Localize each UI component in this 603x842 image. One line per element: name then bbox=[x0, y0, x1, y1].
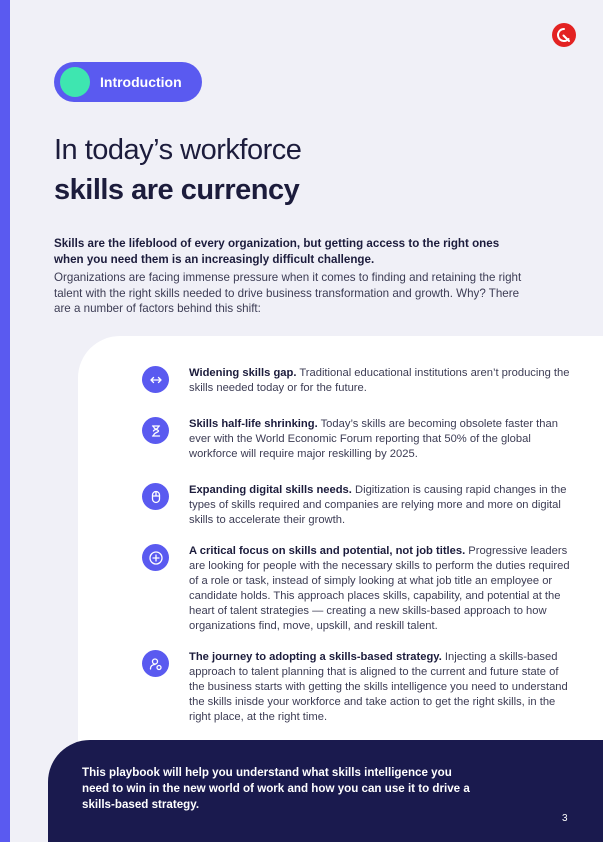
factors-panel bbox=[78, 336, 603, 756]
factor-body: Progressive leaders are looking for people with the necessary skills to perform the duties required of a role or task, instead of simply looking at what job title an employee or candidate holds. This approach places skills, capability, and potential at the heart of talent strategies — creating a new skills-based approach to how organizations find, move, upskill, and reskill talent. bbox=[189, 545, 570, 632]
factor-body: Today’s skills are becoming obsolete faster than ever with the World Economic Forum reporting that 50% of the global workforce will require major reskilling by 2025. bbox=[189, 418, 558, 460]
lead-paragraph: Skills are the lifeblood of every organization, but getting access to the right ones when you need them is an increasingly difficult challenge. bbox=[54, 237, 500, 266]
accent-side-bar bbox=[0, 0, 10, 842]
brand-logo-icon bbox=[552, 23, 576, 47]
factor-title: Widening skills gap. bbox=[189, 367, 297, 379]
user-gear-icon bbox=[142, 650, 169, 677]
page-number: 3 bbox=[562, 813, 568, 824]
factor-body: Injecting a skills-based approach to talent planning that is aligned to the current and future state of the business starts with getting the skills intelligence you need to understand the skills inisde your workforce and take action to get the right skills, in the right place, at the right time. bbox=[189, 651, 568, 723]
factor-body: Digitization is causing rapid changes in the types of skills required and companies are relying more and more on digital skills to accelerate their growth. bbox=[189, 484, 567, 526]
factor-title: Skills half-life shrinking. bbox=[189, 418, 318, 430]
section-pill bbox=[54, 62, 202, 102]
mouse-icon bbox=[142, 483, 169, 510]
factor-text bbox=[189, 417, 572, 462]
factor-title: A critical focus on skills and potential, not job titles. bbox=[189, 545, 466, 557]
factor-body: Traditional educational institutions aren’t producing the skills needed today or for the future. bbox=[189, 367, 570, 394]
factor-title: Expanding digital skills needs. bbox=[189, 484, 352, 496]
factor-text bbox=[189, 650, 572, 725]
plus-circle-icon bbox=[142, 544, 169, 571]
hourglass-icon bbox=[142, 417, 169, 444]
arrows-horizontal-icon bbox=[142, 366, 169, 393]
page-title-line-2: skills are currency bbox=[54, 174, 300, 206]
pill-dot-icon bbox=[60, 67, 90, 97]
factor-title: The journey to adopting a skills-based strategy. bbox=[189, 651, 442, 663]
factor-text bbox=[189, 366, 572, 396]
section-label: Introduction bbox=[100, 74, 182, 90]
intro-paragraph: Organizations are facing immense pressure when it comes to finding and retaining the right talent with the right skills needed to drive business transformation and growth. Why? There are a number of factors behind this shift: bbox=[54, 271, 522, 315]
factor-text bbox=[189, 483, 572, 528]
factor-text bbox=[189, 544, 572, 634]
callout-text: This playbook will help you understand what skills intelligence you need to win in the new world of work and how you can use it to drive a skills-based strategy. bbox=[82, 766, 470, 811]
page-title-line-1: In today’s workforce bbox=[54, 134, 302, 166]
